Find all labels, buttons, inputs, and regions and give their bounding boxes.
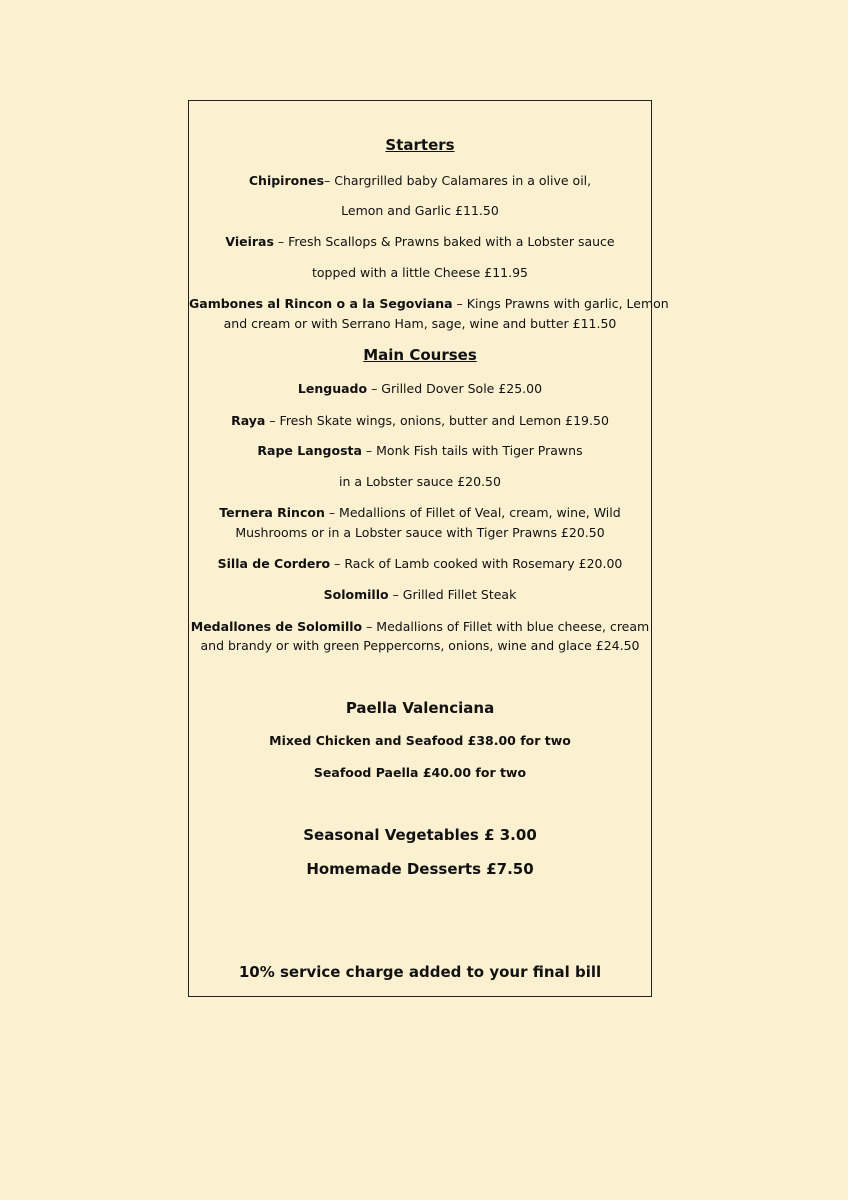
main-ternera-desc: – Medallions of Fillet of Veal, cream, wine, Wild	[324, 505, 621, 520]
main-lenguado-desc: – Grilled Dover Sole £25.00	[367, 381, 543, 396]
starter-vieiras-line2: topped with a little Cheese £11.95	[312, 265, 528, 280]
service-charge-note: 10% service charge added to your final bill	[238, 963, 602, 981]
main-silla-desc: – Rack of Lamb cooked with Rosemary £20.00	[330, 556, 623, 571]
main-ternera-name: Ternera Rincon	[219, 505, 325, 520]
starter-gambones-name: Gambones al Rincon o a la Segoviana	[189, 296, 453, 311]
mains-heading: Main Courses	[363, 346, 477, 364]
main-rape-line2: in a Lobster sauce £20.50	[339, 474, 501, 489]
starter-chipirones-line2: Lemon and Garlic £11.50	[341, 203, 499, 218]
starter-gambones-line1	[189, 294, 669, 314]
starter-chipirones-desc: – Chargrilled baby Calamares in a olive oil,	[324, 173, 592, 188]
main-medallones-line1	[189, 617, 651, 637]
starter-chipirones-line1	[189, 171, 651, 191]
main-medallones-desc: – Medallions of Fillet with blue cheese, cream	[362, 619, 650, 634]
main-silla	[189, 554, 651, 574]
starter-vieiras-desc: – Fresh Scallops & Prawns baked with a Lobster sauce	[273, 234, 615, 249]
main-medallones-line2: and brandy or with green Peppercorns, onions, wine and glace £24.50	[200, 638, 640, 653]
main-solomillo-name: Solomillo	[323, 587, 389, 602]
main-solomillo	[189, 585, 651, 605]
starter-gambones-line2: and cream or with Serrano Ham, sage, wine and butter £11.50	[223, 316, 617, 331]
starter-vieiras-name: Vieiras	[225, 234, 274, 249]
main-ternera-line2: Mushrooms or in a Lobster sauce with Tiger Prawns £20.50	[235, 525, 605, 540]
seasonal-vegetables: Seasonal Vegetables £ 3.00	[303, 826, 537, 844]
main-solomillo-desc: – Grilled Fillet Steak	[388, 587, 517, 602]
starter-vieiras-line1	[189, 232, 651, 252]
main-raya-name: Raya	[231, 413, 266, 428]
main-lenguado-name: Lenguado	[297, 381, 368, 396]
starter-gambones-desc: – Kings Prawns with garlic, Lemon	[452, 296, 669, 311]
main-silla-name: Silla de Cordero	[217, 556, 331, 571]
main-raya	[189, 411, 651, 431]
paella-option-seafood: Seafood Paella £40.00 for two	[313, 765, 527, 780]
main-rape-desc: – Monk Fish tails with Tiger Prawns	[361, 443, 583, 458]
homemade-desserts: Homemade Desserts £7.50	[306, 860, 534, 878]
main-ternera-line1	[189, 503, 651, 523]
main-raya-desc: – Fresh Skate wings, onions, butter and Lemon £19.50	[265, 413, 609, 428]
starter-chipirones-name: Chipirones	[248, 173, 325, 188]
main-lenguado	[189, 379, 651, 399]
main-rape-line1	[189, 441, 651, 461]
paella-option-mixed: Mixed Chicken and Seafood £38.00 for two	[269, 733, 571, 748]
main-medallones-name: Medallones de Solomillo	[190, 619, 363, 634]
paella-heading: Paella Valenciana	[345, 699, 495, 717]
starters-heading: Starters	[385, 136, 455, 154]
menu-card	[188, 100, 669, 997]
main-rape-name: Rape Langosta	[257, 443, 362, 458]
